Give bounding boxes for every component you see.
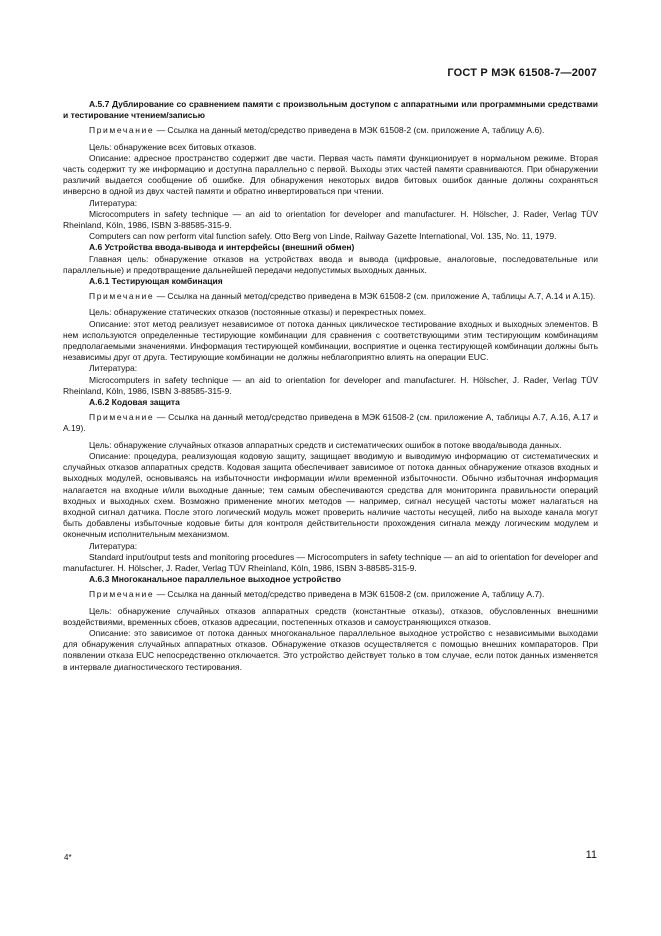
note-paragraph bbox=[63, 412, 598, 434]
note-label: Примечание bbox=[89, 589, 155, 600]
body-paragraph: Описание: этот метод реализует независимое от потока данных циклическое тестирование входных и выходных элементов. В нем используются определенные тестирующие комбинации для сравнения с соответствующими этим тестирующим комбинациям предполагаемыми значениями. Информация тестирующей комбинации, восприятие и оценка тестирующей комбинации должны быть независимы друг от друга. Тестирующие комбинации не должны неблагоприятно влиять на операции EUC. bbox=[63, 318, 598, 363]
body-paragraph: Computers can now perform vital function safely. Otto Berg von Linde, Railway Gazette International, Vol. 135, No. 11, 1979. bbox=[89, 231, 557, 242]
page-number: 11 bbox=[585, 849, 597, 861]
body-paragraph: Литература: bbox=[89, 540, 138, 551]
section-heading: А.6.1 Тестирующая комбинация bbox=[89, 276, 223, 287]
note-paragraph bbox=[63, 125, 598, 136]
body-paragraph: Microcomputers in safety technique — an aid to orientation for developer and manufacturer. H. Hölscher, J. Rader, Verlag TÜV Rheinland, Köln, 1986, ISBN 3-88585-315-9. bbox=[63, 208, 598, 231]
section-heading: А.6.2 Кодовая защита bbox=[89, 397, 180, 408]
body-paragraph: Цель: обнаружение статических отказов (постоянные отказы) и перекрестных помех. bbox=[89, 307, 427, 318]
body-paragraph: Standard input/output tests and monitoring procedures — Microcomputers in safety technique — an aid to orientation for developer and manufacturer. H. Hölscher, J. Rader, Verlag TÜV Rheinland, Köln, 1986, ISBN 3-88585-315-9. bbox=[63, 551, 598, 573]
note-text: — Ссылка на данный метод/средство приведена в МЭК 61508-2 (см. приложение А, таблицы А.7, А.16, А.17 и А.19). bbox=[63, 412, 598, 434]
note-label: Примечание bbox=[89, 125, 155, 136]
note-paragraph bbox=[63, 589, 598, 600]
document-id-header: ГОСТ Р МЭК 61508-7—2007 bbox=[447, 67, 597, 79]
body-paragraph: Microcomputers in safety technique — an aid to orientation for developer and manufacturer. H. Hölscher, J. Rader, Verlag TÜV Rheinland, Köln, 1986, ISBN 3-88585-315-9. bbox=[63, 374, 598, 396]
document-body bbox=[63, 99, 598, 673]
body-paragraph: Главная цель: обнаружение отказов на устройствах ввода и вывода (цифровые, аналоговые, последовательные или параллельные) и предотвращение дальнейшей передачи недопустимых выходных данных. bbox=[63, 253, 598, 275]
section-heading: А.6 Устройства ввода-вывода и интерфейсы (внешний обмен) bbox=[89, 242, 355, 253]
body-paragraph: Описание: адресное пространство содержит две части. Первая часть памяти функционирует в нормальном режиме. Вторая часть содержит ту же информацию и доступна параллельно с первой. Выходы этих частей памяти сравниваются. При обнаружении различий выдается сообщение об ошибке. Для обнаружения некоторых видов битовых ошибок данные должны сохраняться инверсно в одной из двух частей памяти и обратно инвертироваться при чтении. bbox=[63, 152, 598, 197]
body-paragraph: Литература: bbox=[89, 363, 138, 374]
section-heading: А.6.3 Многоканальное параллельное выходное устройство bbox=[89, 574, 341, 585]
body-paragraph: Цель: обнаружение случайных отказов аппаратных средств и систематических ошибок в потоке ввода/вывода данных. bbox=[89, 439, 562, 450]
note-label: Примечание bbox=[89, 291, 155, 302]
section-heading: А.5.7 Дублирование со сравнением памяти с произвольным доступом с аппаратными или программными средствами и тестирование чтением/записью bbox=[63, 99, 598, 121]
body-paragraph: Цель: обнаружение случайных отказов аппаратных средств (константные отказы), отказов, обусловленных внешними воздействиями, временных сбоев, отказов адресации, постепенных отказов и самоустраняющихся отказов. bbox=[63, 605, 598, 627]
body-paragraph: Описание: это зависимое от потока данных многоканальное параллельное выходное устройство с независимыми выходами для обнаружения случайных аппаратных отказов. Обнаружение отказов осуществляется с помощью внешних компараторов. При появлении отказа EUC непосредственно отключается. Это устройство действует только в том случае, если поток данных изменяется в интервале диагностического тестирования. bbox=[63, 627, 598, 672]
note-text: — Ссылка на данный метод/средство приведена в МЭК 61508-2 (см. приложение А, таблицу А.7). bbox=[154, 589, 545, 600]
body-paragraph: Цель: обнаружение всех битовых отказов. bbox=[89, 141, 257, 152]
body-paragraph: Литература: bbox=[89, 197, 138, 208]
note-text: — Ссылка на данный метод/средство приведена в МЭК 61508-2 (см. приложение А, таблицу А.6). bbox=[154, 125, 545, 136]
note-paragraph bbox=[63, 291, 598, 302]
note-text: — Ссылка на данный метод/средство приведена в МЭК 61508-2 (см. приложение А, таблицы А.7, А.14 и А.15). bbox=[154, 291, 596, 302]
footer-sheet-mark: 4* bbox=[64, 853, 72, 862]
note-label: Примечание bbox=[89, 412, 155, 423]
body-paragraph: Описание: процедура, реализующая кодовую защиту, защищает вводимую и выводимую информацию от систематических и случайных отказов аппаратных средств. Кодовая защита обеспечивает зависимое от потока данных обнаружение отказов входных и выходных модулей, основываясь на избыточности информации и/или временной избыточности. Обычно избыточная информация налагается на входные и/или выходные данные; тем самым обеспечиваются средства для мониторинга правильности операций входных и выходных схем. Возможно применение многих методов — например, сигнал несущей частоты может налагаться на входной сигнал датчика. После этого логический модуль может проверить наличие частоты несущей, либо на выходе канала могут быть добавлены избыточные кодовые биты для контроля действительности прохождения сигнала между логическим модулем и оконечным исполнительным механизмом. bbox=[63, 450, 598, 540]
